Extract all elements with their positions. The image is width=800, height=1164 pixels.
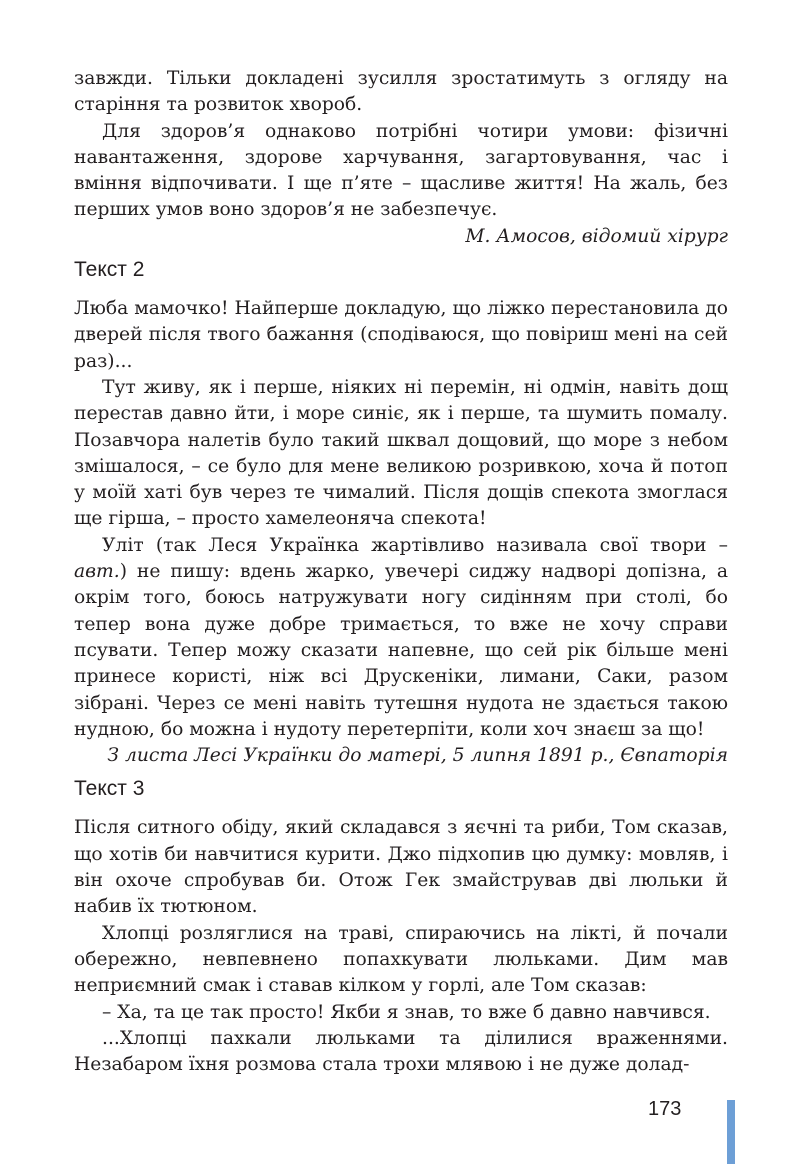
text1-attribution: М. Амосов, відомий хірург <box>465 225 728 247</box>
page-edge-accent-bar <box>727 1100 735 1164</box>
text2-attribution: З листа Лесі Українки до матері, 5 липня 1891 р., Євпаторія <box>107 745 728 767</box>
text2-paragraph-3-end: ) не пишу: вдень жарко, увечері сиджу надворі допізна, а окрім того, боюсь натружувати ногу сидінням при столі, бо тепер вона дуже добре тримається, то вже не хочу справи псувати. Тепер можу сказати напевне, що сей рік більше мені принесе користі, ніж всі Друскеніки, лимани, Саки, разом зібрані. Через се мені навіть тутешня нудота не здається такою нудною, бо можна і нудоту перетерпіти, коли хоч знаєш за що! <box>74 561 728 740</box>
text2-section <box>74 256 728 769</box>
text3-paragraph-1: Після ситного обіду, який складався з яєчні та риби, Том сказав, що хотів би навчитися курити. Джо підхопив цю думку: мовляв, і він охоче спробував би. Отож Гек змайстрував дві люльки й набив їх тютюном. <box>74 817 728 918</box>
text3-heading: Текст 3 <box>74 777 145 801</box>
text1-paragraph-2: Для здоров’я однаково потрібні чотири умови: фізичні навантаження, здорове харчування, загартовування, час і вміння відпочивати. І ще п’яте – щасливе життя! На жаль, без перших умов воно здоров’я не забезпечує. <box>74 120 728 221</box>
text3-section <box>74 775 728 1078</box>
text2-paragraph-1: Люба мамочко! Найперше докладую, що ліжко перестановила до дверей після твого бажання (сподіваюся, що повіриш мені на сей раз)... <box>74 298 728 372</box>
text1-section <box>74 66 728 250</box>
text2-paragraph-2: Тут живу, як і перше, ніяких ні перемін, ні одмін, навіть дощ перестав давно йти, і море синіє, як і перше, та шумить помалу. Позавчора налетів було такий шквал дощовий, що море з небом змішалося, – се було для мене великою розривкою, хоча й потоп у моїй хаті був через те чималий. Після дощів спекота змоглася ще гірша, – просто хамелеоняча спекота! <box>74 376 728 530</box>
text2-author-abbreviation: авт. <box>74 561 120 583</box>
text3-paragraph-4: ...Хлопці пахкали люльками та ділилися враженнями. Незабаром їхня розмова стала трохи млявою і не дуже долад- <box>74 1027 728 1076</box>
page-number: 173 <box>648 1098 682 1120</box>
text2-paragraph-3 <box>74 533 728 743</box>
text2-paragraph-3-start: Уліт (так Леся Українка жартівливо називала свої твори – <box>102 534 728 556</box>
text1-paragraph-1: завжди. Тільки докладені зусилля зростатимуть з огляду на старіння та розвиток хвороб. <box>74 68 728 116</box>
text3-paragraph-3: – Ха, та це так просто! Якби я знав, то вже б давно навчився. <box>102 1001 711 1023</box>
text3-paragraph-2: Хлопці розляглися на траві, спираючись на лікті, й почали обережно, невпевнено попахкувати люльками. Дим мав неприємний смак і ставав кілком у горлі, але Том сказав: <box>74 922 728 997</box>
text2-heading: Текст 2 <box>74 258 145 282</box>
page-content <box>74 66 728 1078</box>
